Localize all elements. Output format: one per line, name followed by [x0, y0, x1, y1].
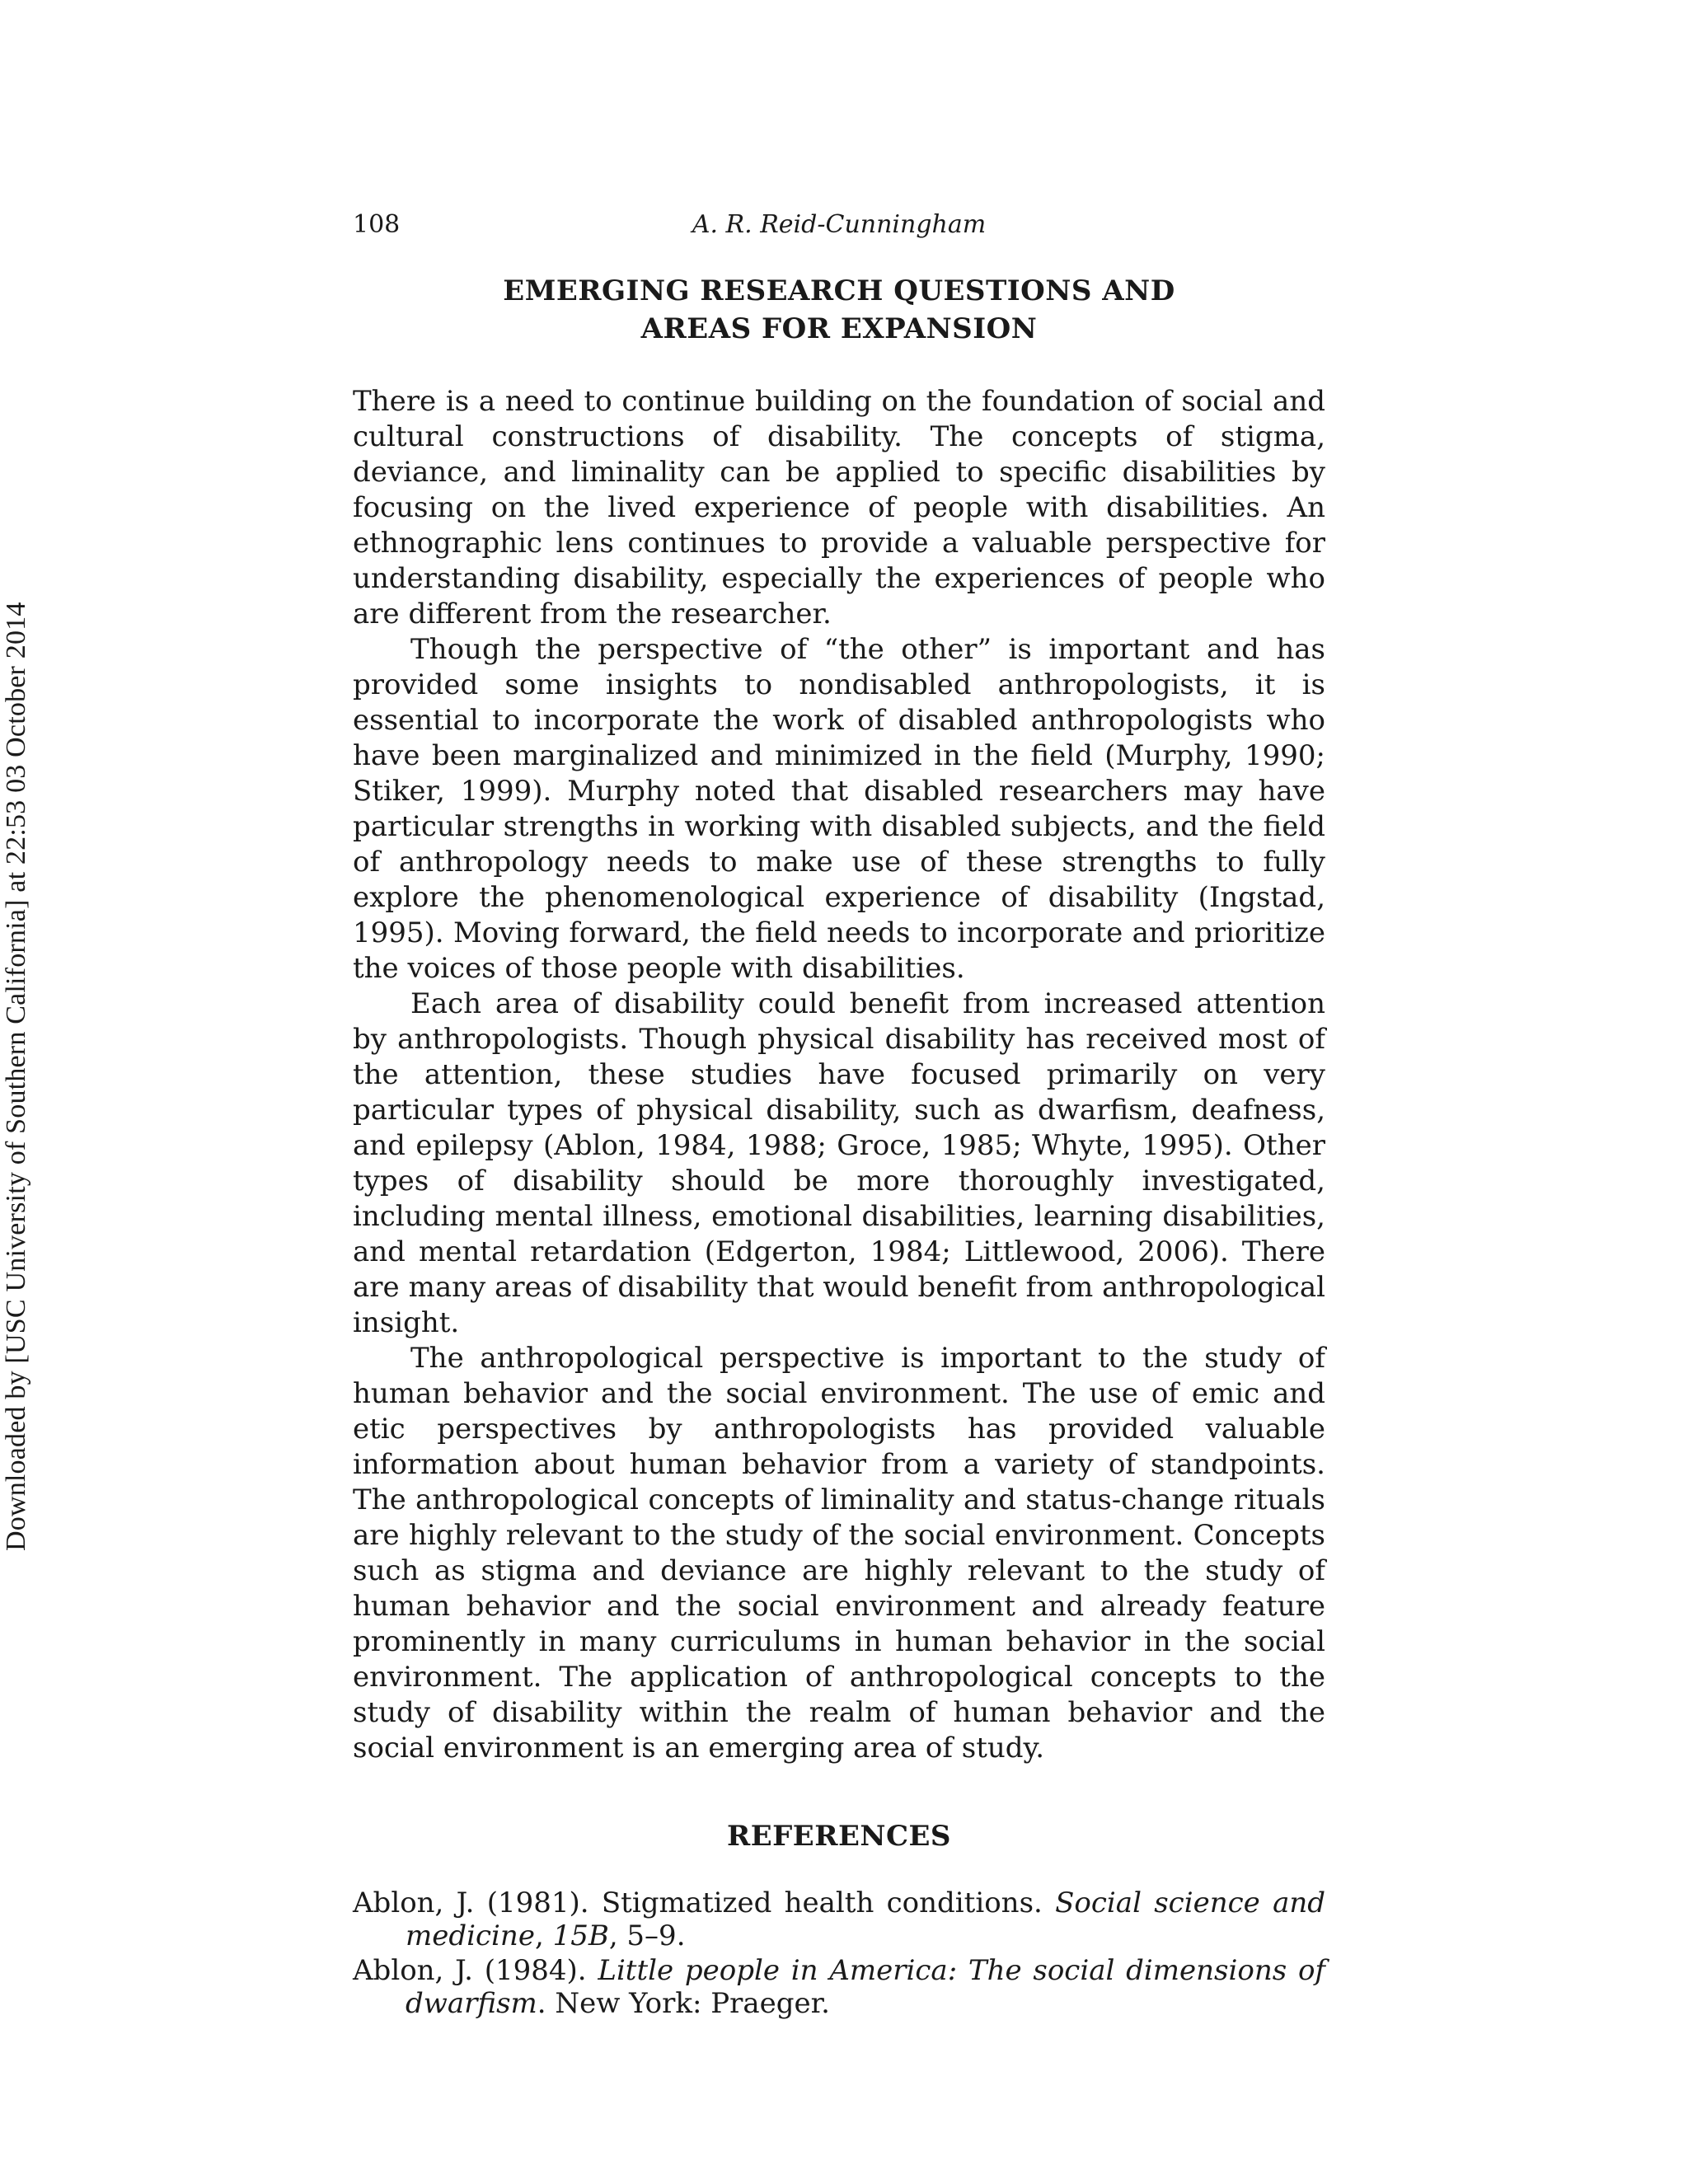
reference-item [353, 1886, 1325, 1952]
paragraph: Each area of disability could benefit from increased attention by anthropologists. Though physical disability has received most of the attention, these studies have focused primarily on very particular types of physical disability, such as dwarfism, deafness, and epilepsy (Ablon, 1984, 1988; Groce, 1985; Whyte, 1995). Other types of disability should be more thoroughly investigated, including mental illness, emotional disabilities, learning disabilities, and mental retardation (Edgerton, 1984; Littlewood, 2006). There are many areas of disability that would benefit from anthropological insight. [353, 987, 1325, 1339]
reference-item [353, 1954, 1325, 2020]
paragraph: The anthropological perspective is important to the study of human behavior and the social environment. The use of emic and etic perspectives by anthropologists has provided valuable information about human behavior from a variety of standpoints. The anthropological concepts of liminality and status-change rituals are highly relevant to the study of the social environment. Concepts such as stigma and deviance are highly relevant to the study of human behavior and the social environment and already feature prominently in many curriculums in human behavior in the social environment. The application of anthropological concepts to the study of disability within the realm of human behavior and the social environment is an emerging area of study. [353, 1342, 1325, 1765]
reference-title: Little people in America: The social dimensions of dwarfism [406, 1954, 1326, 2020]
page-number: 108 [353, 210, 401, 239]
reference-lead: Ablon, J. (1981). Stigmatized health conditions. [353, 1886, 1056, 1919]
reference-list [353, 1886, 1325, 2020]
running-head-author: A. R. Reid-Cunningham [692, 210, 987, 239]
section-heading-line-1: EMERGING RESEARCH QUESTIONS AND [503, 274, 1175, 307]
paragraph: There is a need to continue building on the foundation of social and cultural constructions of disability. The concepts of stigma, deviance, and liminality can be applied to specific disabilities by focusing on the lived experience of people with disabilities. An ethnographic lens continues to provide a valuable perspective for understanding disability, especially the experiences of people who are different from the researcher. [353, 385, 1325, 630]
reference-lead: Ablon, J. (1984). [353, 1954, 598, 1987]
section-heading [353, 272, 1325, 348]
reference-title: Social science and medicine [406, 1886, 1325, 1952]
reference-tail: , 5–9. [608, 1919, 686, 1952]
reference-tail: . New York: Praeger. [537, 1987, 830, 2020]
reference-volume: 15B [552, 1919, 609, 1952]
download-watermark: Downloaded by [USC University of Southern California] at 22:53 03 October 2014 [1, 602, 31, 1551]
running-head [353, 208, 1325, 242]
main-column [353, 272, 1325, 2022]
paragraph: Though the perspective of “the other” is important and has provided some insights to nondisabled anthropologists, it is essential to incorporate the work of disabled anthropologists who have been marginalized and minimized in the field (Murphy, 1990; Stiker, 1999). Murphy noted that disabled researchers may have particular strengths in working with disabled subjects, and the field of anthropology needs to make use of these strengths to fully explore the phenomenological experience of disability (Ingstad, 1995). Moving forward, the field needs to incorporate and prioritize the voices of those people with disabilities. [353, 633, 1325, 985]
section-heading-line-2: AREAS FOR EXPANSION [640, 312, 1038, 345]
reference-separator: , [534, 1919, 553, 1952]
references-heading: REFERENCES [726, 1820, 951, 1853]
section-body [353, 384, 1325, 1766]
